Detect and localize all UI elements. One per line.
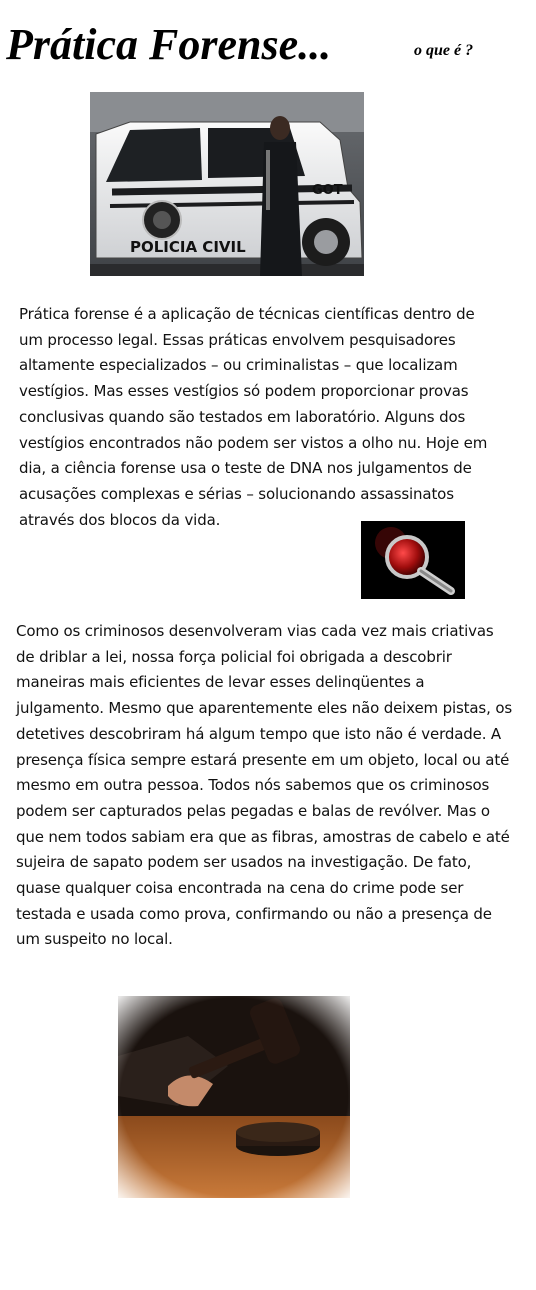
gavel-image bbox=[118, 996, 350, 1198]
police-car-image bbox=[90, 92, 364, 276]
badge-text: GOT bbox=[312, 183, 343, 198]
magnifying-glass-image bbox=[361, 521, 465, 599]
page-subtitle: o que é ? bbox=[414, 42, 474, 59]
page-title: Prática Forense... bbox=[6, 20, 332, 69]
door-text: POLICIA CIVIL bbox=[130, 238, 246, 256]
article-paragraph-2: Como os criminosos desenvolveram vias cada vez mais criativas de driblar a lei, nossa força policial foi obrigada a descobrir maneiras mais eficientes de levar esses delinqüentes a julgamento. Mesmo que aparentemente eles não deixem pistas, os detetives descobriram há algum tempo que isto não é verdade. A presença física sempre estará presente em um objeto, local ou até mesmo em outra pessoa. Todos nós sabemos que os criminosos podem ser capturados pelas pegadas e balas de revólver. Mas o que nem todos sabiam era que as fibras, amostras de cabelo e até sujeira de sapato podem ser usados na investigação. De fato, quase qualquer coisa encontrada na cena do crime pode ser testada e usada como prova, confirmando ou não a presença de um suspeito no local. bbox=[16, 622, 513, 949]
article-paragraph-1: Prática forense é a aplicação de técnicas científicas dentro de um processo legal. Essas práticas envolvem pesquisadores altamente especializados – ou criminalistas – que localizam vestígios. Mas esses vestígios só podem proporcionar provas conclusivas quando são testados em laboratório. Alguns dos vestígios encontrados não podem ser vistos a olho nu. Hoje em dia, a ciência forense usa o teste de DNA nos julgamentos de acusações complexas e sérias – solucionando assassinatos através dos blocos da vida. bbox=[19, 305, 488, 529]
